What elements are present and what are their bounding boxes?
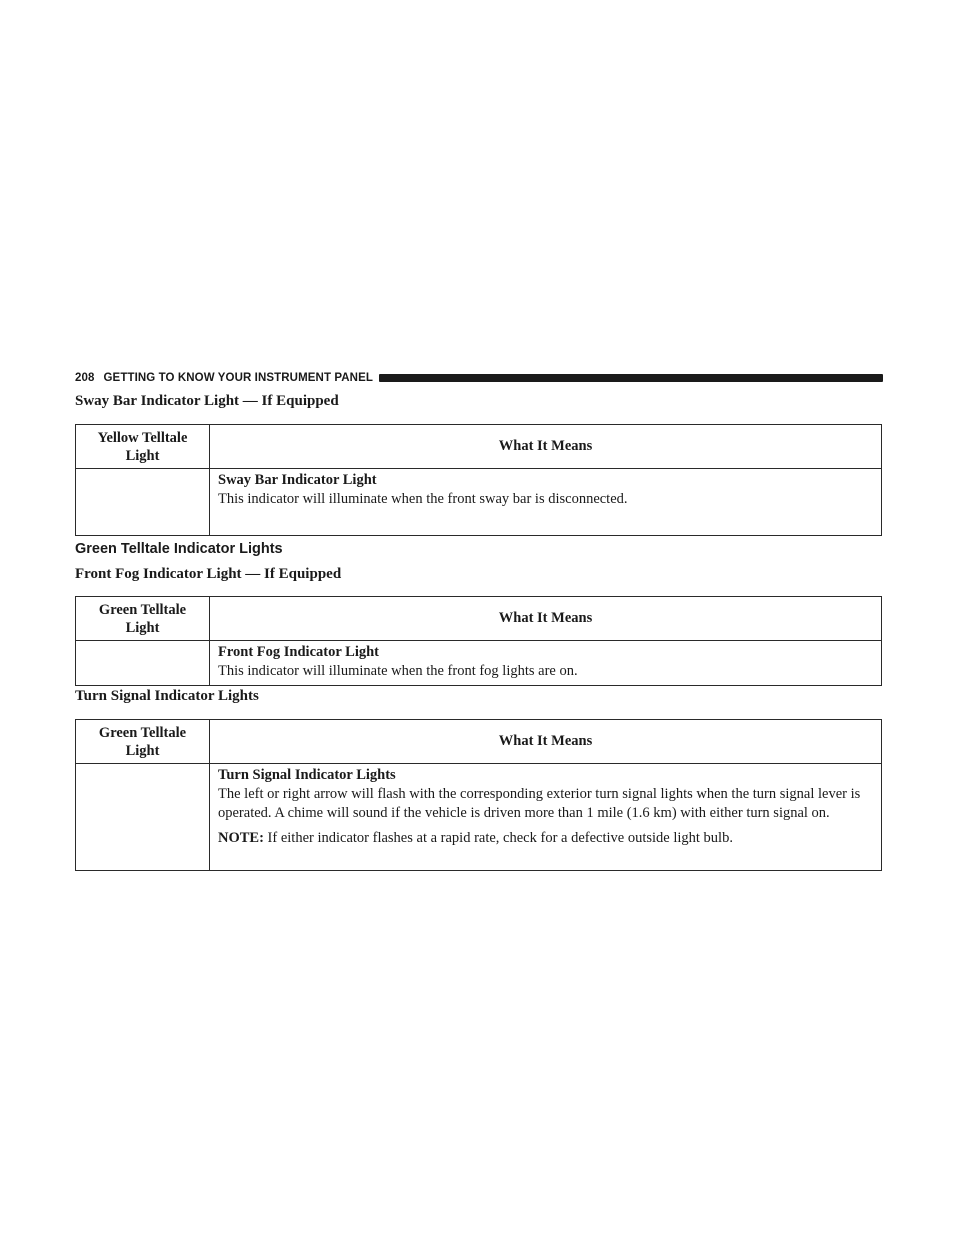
- note: [218, 829, 875, 848]
- column-header-telltale: Green Telltale Light: [76, 597, 210, 641]
- row-text: The left or right arrow will flash with the corresponding exterior turn signal lights when the turn signal lever is operated. A chime will sound if the vehicle is driven more than 1 mile (1.6 km) with either turn signal on.: [218, 786, 861, 821]
- sway-bar-section-title: Sway Bar Indicator Light — If Equipped: [75, 393, 339, 409]
- telltale-icon-cell: [76, 469, 210, 536]
- telltale-icon-cell: [76, 641, 210, 686]
- page-header: [75, 371, 883, 385]
- table-row: [76, 764, 882, 871]
- column-header-meaning: What It Means: [210, 597, 882, 641]
- meaning-cell: [210, 641, 882, 686]
- sway-bar-table: [75, 424, 882, 536]
- table-header-row: [76, 597, 882, 641]
- table-header-row: [76, 720, 882, 764]
- column-header-telltale: Yellow Telltale Light: [76, 425, 210, 469]
- row-title: Front Fog Indicator Light: [218, 644, 379, 660]
- column-header-meaning: What It Means: [210, 425, 882, 469]
- row-title: Turn Signal Indicator Lights: [218, 767, 396, 783]
- table-row: [76, 641, 882, 686]
- table-header-row: [76, 425, 882, 469]
- note-label: NOTE:: [218, 830, 264, 846]
- row-title: Sway Bar Indicator Light: [218, 472, 377, 488]
- telltale-icon-cell: [76, 764, 210, 871]
- green-section-heading: Green Telltale Indicator Lights: [75, 541, 283, 557]
- chapter-title: GETTING TO KNOW YOUR INSTRUMENT PANEL: [103, 372, 373, 384]
- meaning-cell: [210, 469, 882, 536]
- front-fog-section-title: Front Fog Indicator Light — If Equipped: [75, 566, 342, 582]
- row-text: This indicator will illuminate when the front fog lights are on.: [218, 663, 578, 679]
- column-header-telltale: Green Telltale Light: [76, 720, 210, 764]
- header-rule: [379, 374, 883, 382]
- turn-signal-section-title: Turn Signal Indicator Lights: [75, 688, 259, 704]
- meaning-cell: [210, 764, 882, 871]
- row-text: This indicator will illuminate when the front sway bar is disconnected.: [218, 491, 628, 507]
- page-number: 208: [75, 372, 95, 384]
- table-row: [76, 469, 882, 536]
- turn-signal-table: [75, 719, 882, 871]
- note-text: If either indicator flashes at a rapid rate, check for a defective outside light bulb.: [267, 830, 733, 846]
- front-fog-table: [75, 596, 882, 686]
- column-header-meaning: What It Means: [210, 720, 882, 764]
